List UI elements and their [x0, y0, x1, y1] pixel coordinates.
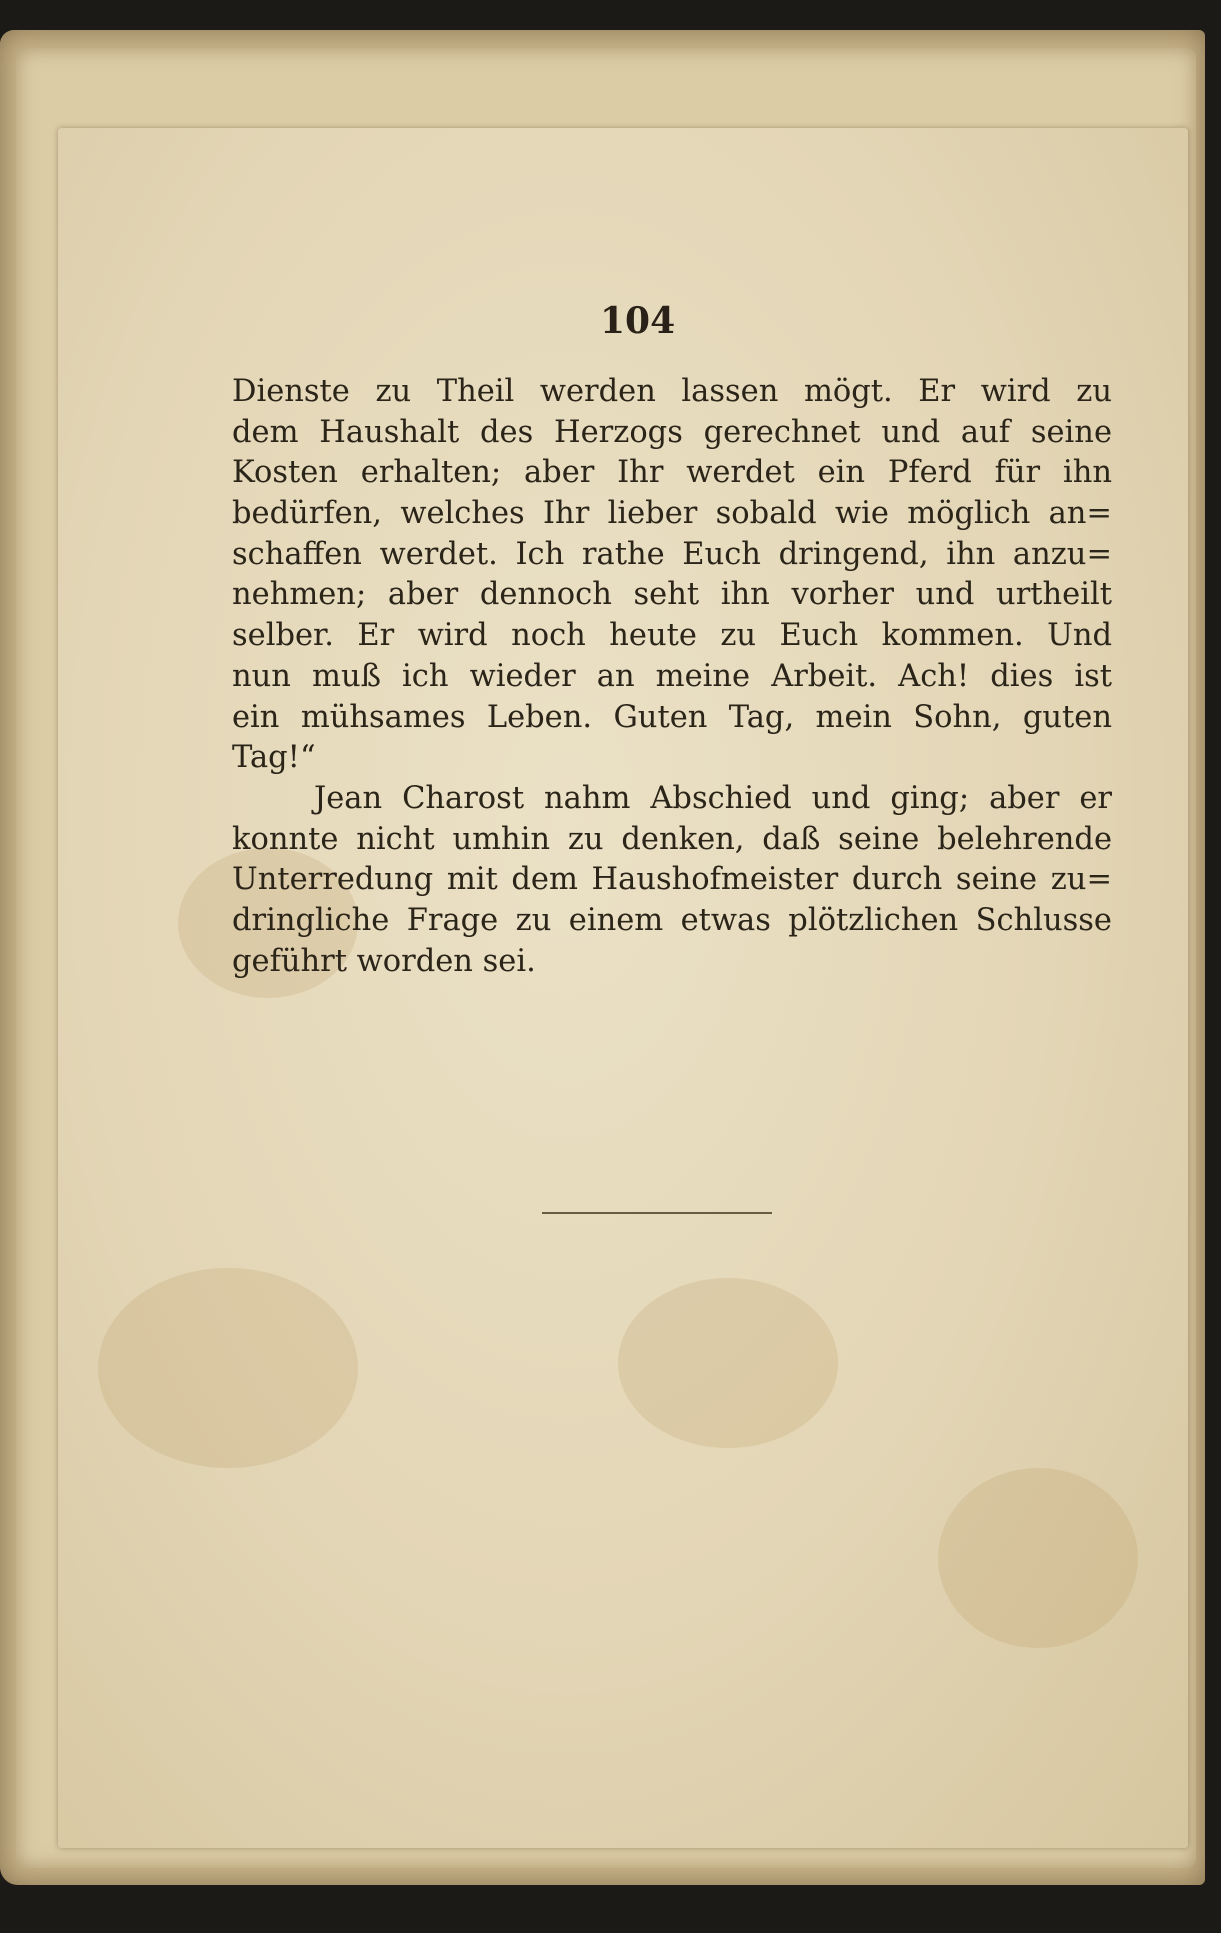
text-line: ein mühsames Leben. Guten Tag, mein Sohn, guten	[232, 699, 1112, 735]
paragraph-1	[232, 372, 1112, 779]
section-divider-rule	[542, 1212, 772, 1214]
paragraph-2	[232, 779, 1112, 982]
text-line: Kosten erhalten; aber Ihr werdet ein Pferd für ihn	[232, 455, 1112, 491]
text-line: konnte nicht umhin zu denken, daß seine belehrende	[232, 821, 1112, 857]
paper-stain	[98, 1268, 358, 1468]
text-line: bedürfen, welches Ihr lieber sobald wie möglich an=	[232, 496, 1112, 532]
text-line: Dienste zu Theil werden lassen mögt. Er wird zu	[232, 374, 1112, 409]
text-line: Unterredung mit dem Haushofmeister durch seine zu=	[232, 862, 1112, 898]
text-line: schaffen werdet. Ich rathe Euch dringend, ihn anzu=	[232, 536, 1112, 572]
text-line: dem Haushalt des Herzogs gerechnet und auf seine	[232, 414, 1112, 450]
body-text	[232, 372, 1112, 982]
text-line: dringliche Frage zu einem etwas plötzlichen Schlusse	[232, 902, 1112, 938]
paper-stain	[938, 1468, 1138, 1648]
page-number: 104	[600, 300, 676, 342]
text-line: selber. Er wird noch heute zu Euch kommen. Und	[232, 618, 1112, 654]
paper-stain	[618, 1278, 838, 1448]
text-line: Tag!“	[232, 740, 316, 776]
text-line: nehmen; aber dennoch seht ihn vorher und urtheilt	[232, 577, 1112, 613]
text-line: nun muß ich wieder an meine Arbeit. Ach! dies ist	[232, 658, 1112, 694]
text-line: Jean Charost nahm Abschied und ging; aber er	[314, 780, 1112, 816]
text-line: geführt worden sei.	[232, 943, 536, 979]
